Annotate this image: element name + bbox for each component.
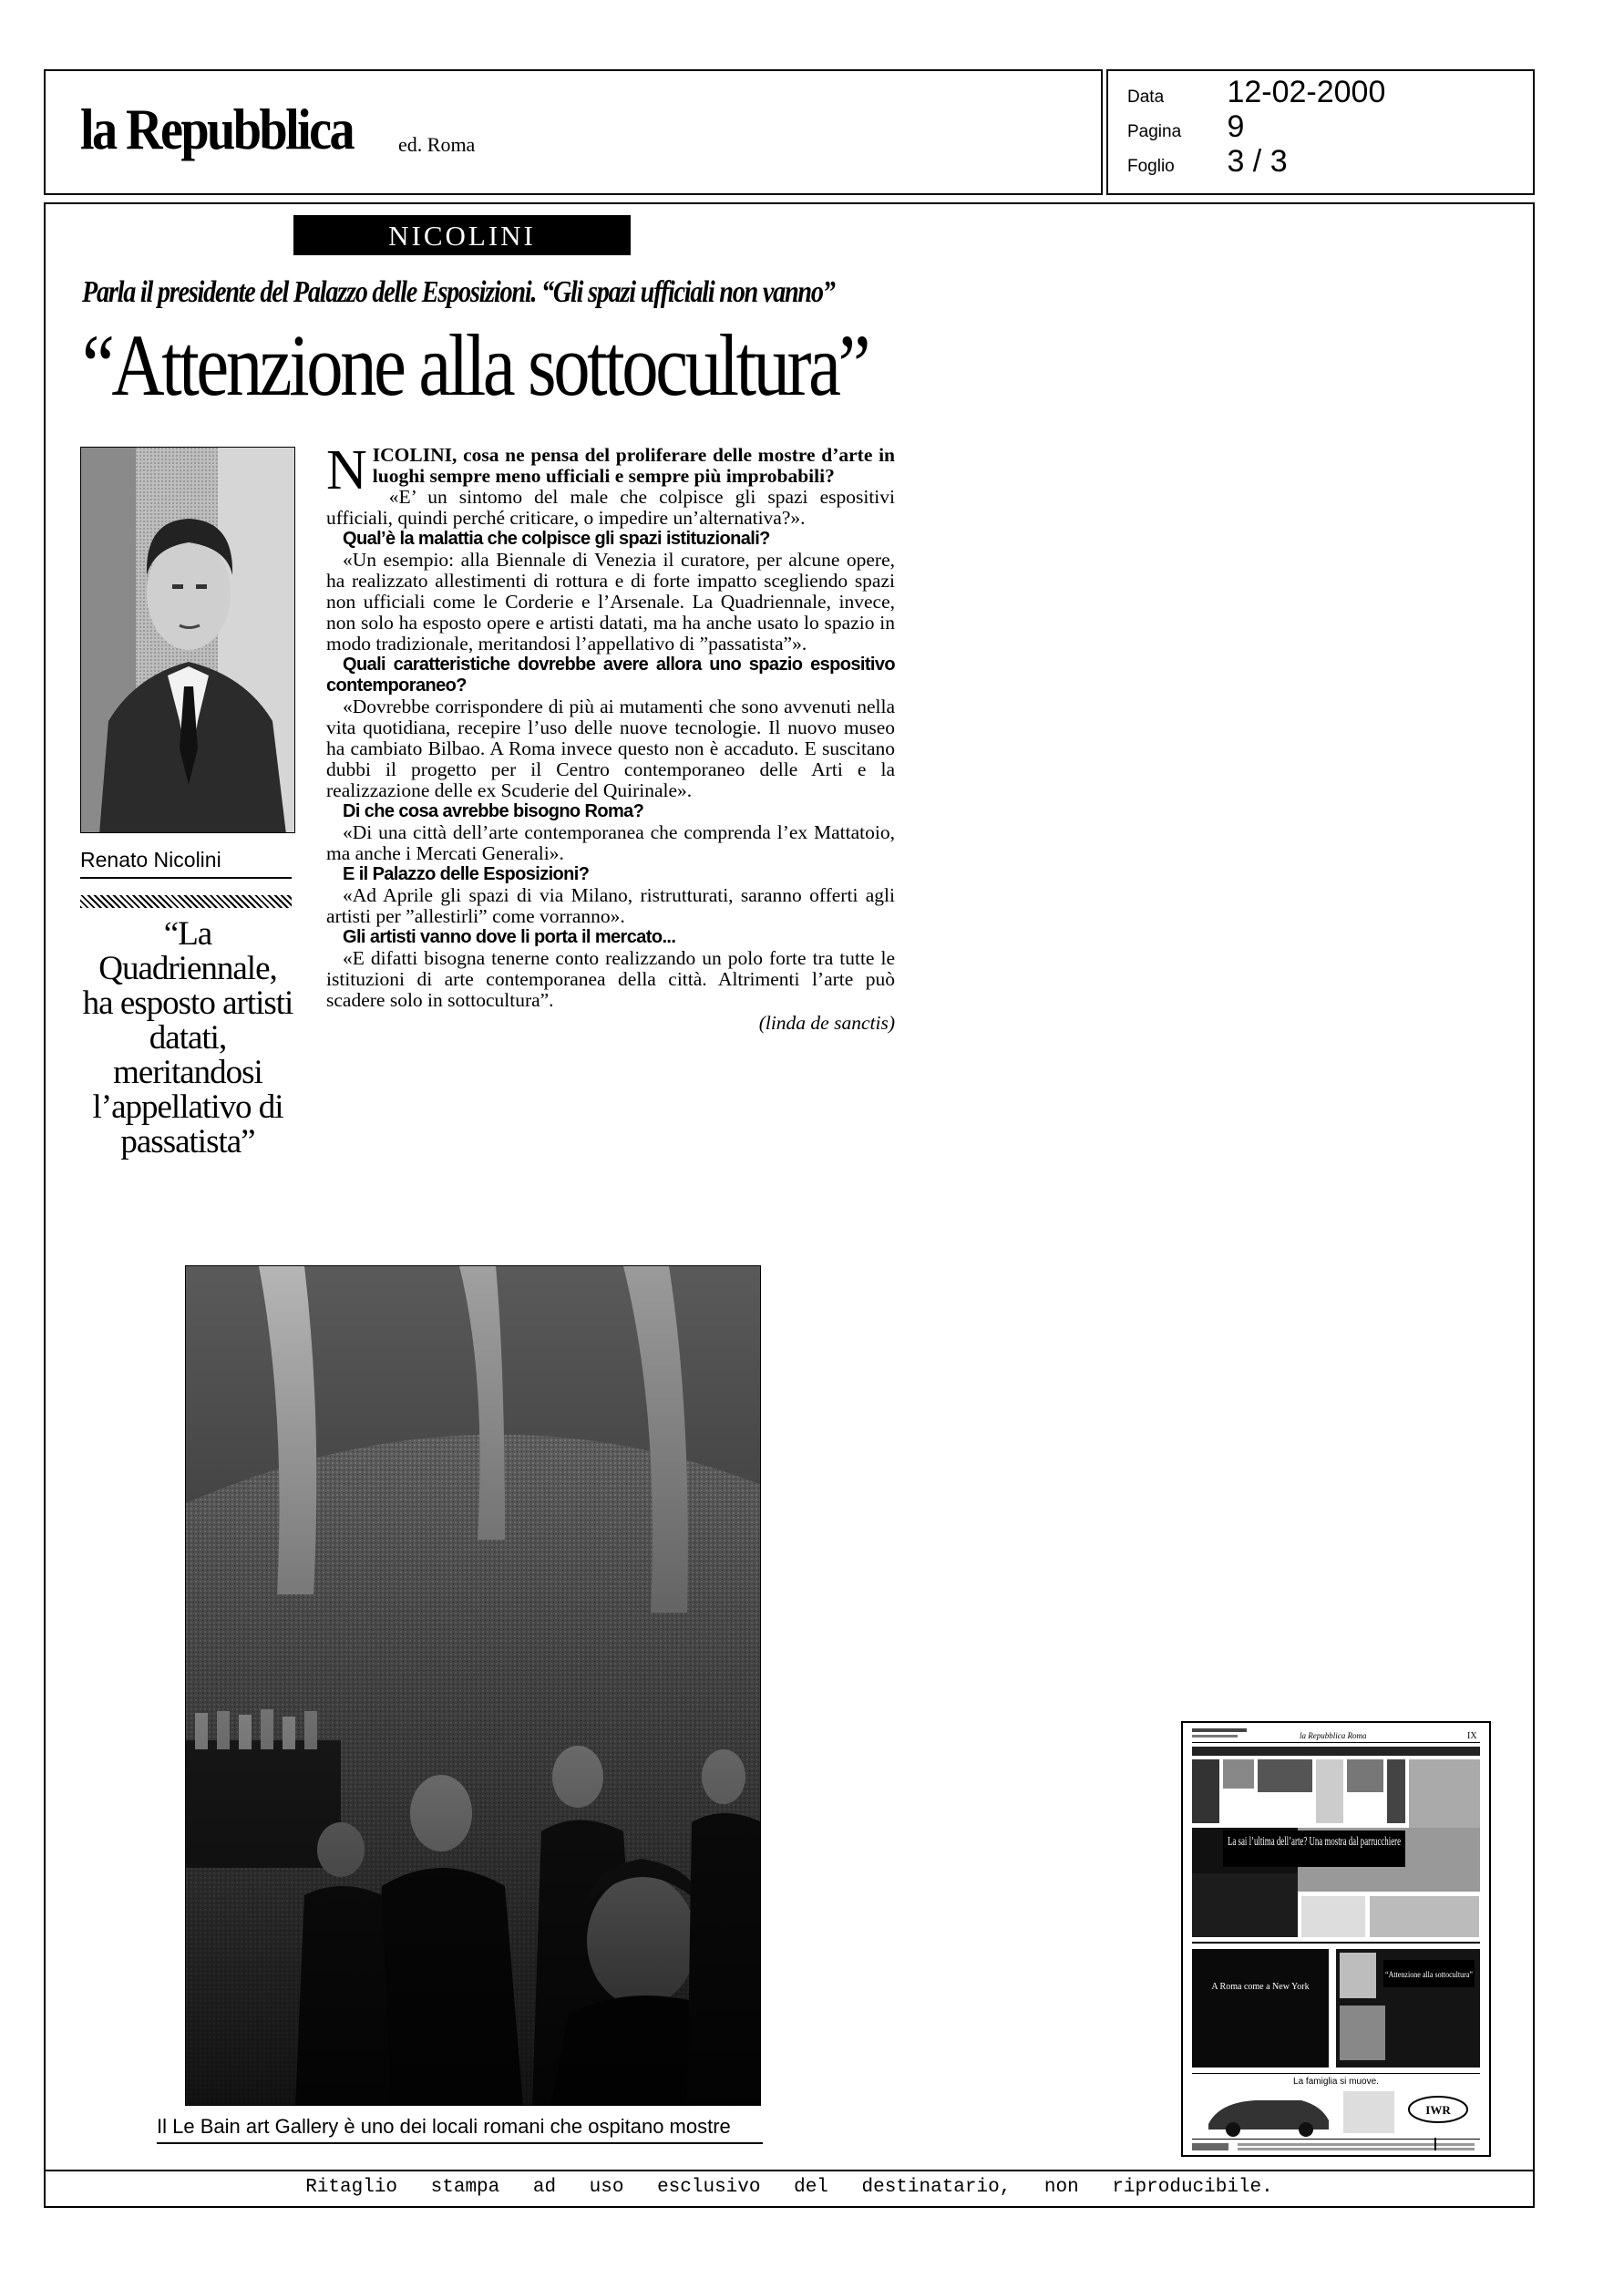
meta-row-date — [1127, 75, 1385, 110]
thumbnail-masthead: la Repubblica Roma — [1300, 1731, 1367, 1740]
opening-question — [326, 439, 895, 501]
portrait-photo — [80, 447, 295, 833]
gallery-caption: Il Le Bain art Gallery è uno dei locali romani che ospitano mostre — [157, 2115, 731, 2138]
answer-paragraph: «Dovrebbe corrispondere di più ai mutamenti che sono avvenuti nella vita quotidiana, recepire l’uso delle nuove tecnologie. Il nuovo museo ha cambiato Bilbao. A Roma invece questo non è accaduto. E suscitano dubbi il progetto per il Centro contemporaneo delle Arti e la realizzazione delle ex Scuderie del Quirinale». — [326, 696, 895, 801]
meta-label: Foglio — [1127, 157, 1175, 176]
thumbnail-tick — [1434, 2138, 1436, 2150]
gallery-caption-rule — [157, 2142, 763, 2144]
meta-value: 9 — [1227, 109, 1245, 144]
article-body — [326, 439, 895, 1034]
meta-row-sheet — [1127, 144, 1288, 180]
publication-logo: la Repubblica — [80, 97, 353, 161]
thumbnail-ad-logo: IWR — [1425, 2103, 1451, 2117]
opening-question-text: ICOLINI, cosa ne pensa del proliferare delle mostre d’arte in luoghi sempre meno ufficiali e sempre più improbabili? — [372, 444, 895, 487]
byline: (linda de sanctis) — [758, 1012, 895, 1034]
gallery-photo — [185, 1265, 761, 2106]
thumbnail-ad-slogan: La famiglia si muove. — [1293, 2077, 1379, 2087]
drop-cap: N — [326, 439, 367, 501]
answer-paragraph: «Un esempio: alla Biennale di Venezia il curatore, per alcune opere, ha realizzato allestimenti di rottura e di forte impatto scegliendo spazi non ufficiali come le Corderie e l’Arsenale. La Quadriennale, invece, non solo ha esposto opere e artisti datati, ma ha anche usato lo spazio in modo tradizionale, meritandosi l’appellativo di ”passatista”». — [326, 549, 895, 655]
thumbnail-image — [1183, 1723, 1489, 2155]
question-paragraph: E il Palazzo delle Esposizioni? — [343, 864, 590, 884]
pull-quote: “La Quadriennale, ha esposto artisti datati, meritandosi l’appellativo di passatista” — [82, 915, 293, 1160]
caption-rule — [80, 877, 292, 879]
article-subhead: Parla il presidente del Palazzo delle Esposizioni. “Gli spazi ufficiali non vanno” — [82, 275, 835, 309]
thumbnail-headline: La sai l’ultima dell’arte? Una mostra dal parrucchiere — [1228, 1835, 1401, 1849]
decorative-rule — [80, 895, 292, 908]
question-paragraph: Gli artisti vanno dove li porta il mercato... — [343, 927, 676, 947]
answer-paragraph: «Ad Aprile gli spazi di via Milano, ristrutturati, saranno offerti agli artisti per ”allestirli” come vorranno». — [326, 884, 895, 927]
answer-paragraph: «E’ un sintomo del male che colpisce gli spazi espositivi ufficiali, quindi perché criticare, o impedire un’alternativa?». — [326, 486, 895, 529]
portrait-image — [81, 448, 295, 833]
answer-paragraph: «E difatti bisogna tenerne conto realizzando un polo forte tra tutte le istituzioni di arte contemporanea della città. Altrimenti l’arte può scadere solo in sottocultura”. — [326, 947, 895, 1011]
section-kicker: NICOLINI — [293, 215, 631, 255]
question-paragraph: Di che cosa avrebbe bisogno Roma? — [343, 801, 644, 821]
meta-value: 12-02-2000 — [1227, 75, 1386, 109]
meta-value: 3 / 3 — [1227, 144, 1288, 179]
meta-label: Pagina — [1127, 122, 1182, 141]
answer-paragraph: «Di una città dell’arte contemporanea che comprenda l’ex Mattatoio, ma anche i Mercati Generali». — [326, 821, 895, 864]
thumbnail-right-story: “Attenzione alla sottocultura” — [1385, 1970, 1473, 1979]
gallery-image — [186, 1266, 761, 2106]
portrait-caption: Renato Nicolini — [80, 848, 221, 871]
page-thumbnail — [1181, 1721, 1491, 2157]
thumbnail-page-number: IX — [1467, 1731, 1477, 1741]
meta-label: Data — [1127, 88, 1165, 107]
question-paragraph: Quali caratteristiche dovrebbe avere allora uno spazio espositivo contemporaneo? — [326, 655, 895, 696]
article-headline: “Attenzione alla sottocultura” — [82, 316, 868, 414]
thumbnail-left-story: A Roma come a New York — [1211, 1982, 1310, 1992]
edition-label: ed. Roma — [398, 133, 476, 156]
footer-disclaimer: Ritaglio stampa ad uso esclusivo del destinatario, non riproducibile. — [305, 2177, 1273, 2198]
question-paragraph: Qual’è la malattia che colpisce gli spazi istituzionali? — [343, 529, 770, 549]
meta-row-page — [1127, 109, 1244, 145]
